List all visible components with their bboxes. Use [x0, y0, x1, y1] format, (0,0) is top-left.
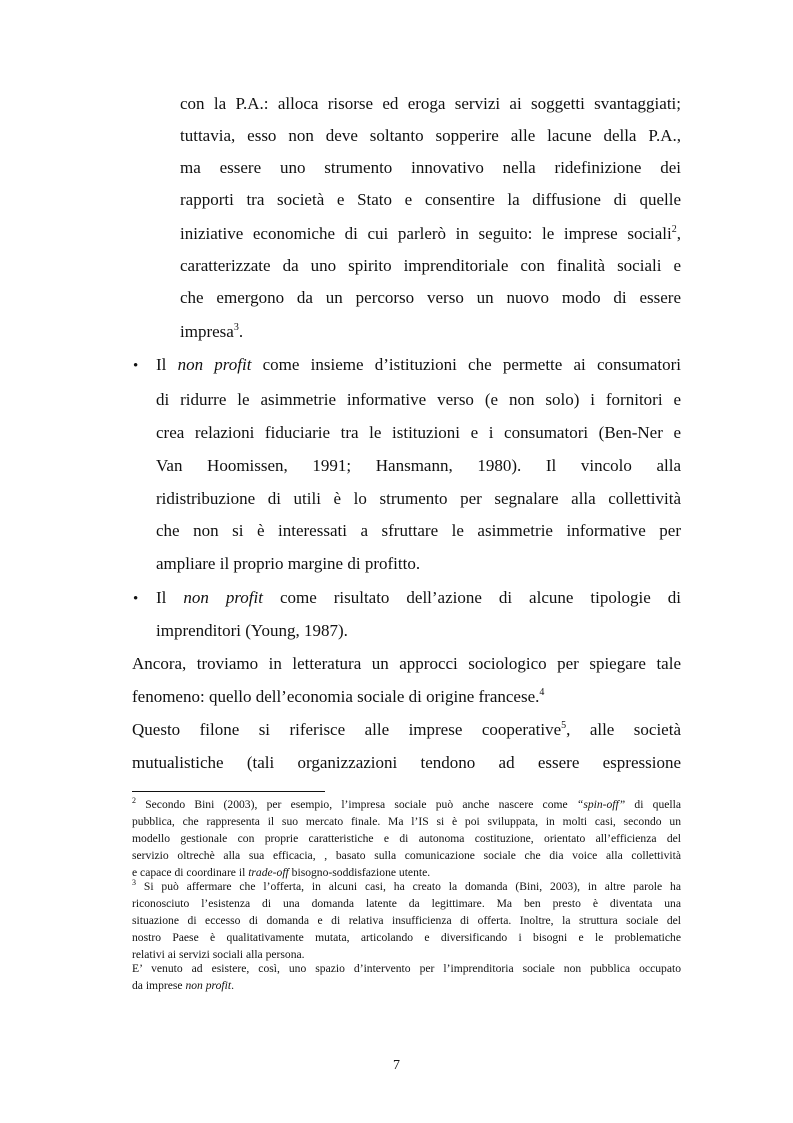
text-line: crea relazioni fiduciarie tra le istituzioni e i consumatori (Ben-Ner e — [156, 423, 681, 442]
footnote-line: $^2$ Secondo Bini (2003), per esempio, l’impresa sociale può anche nascere come “spin-off” di quella — [132, 796, 681, 811]
text-line: ampliare il proprio margine di profitto. — [156, 554, 421, 573]
bullet-icon: • — [133, 591, 139, 607]
text-line: di ridurre le asimmetrie informative verso (e non solo) i fornitori e — [156, 390, 681, 409]
footnote-line: e capace di coordinare il trade-off bisogno-soddisfazione utente. — [132, 866, 431, 879]
footnote-line: E’ venuto ad esistere, così, uno spazio d’intervento per l’imprenditoria sociale non pubblica occupato — [132, 962, 681, 975]
text-line: caratterizzate da uno spirito imprenditoriale con finalità sociali e — [180, 256, 681, 275]
footnote-line: riconosciuto l’esistenza di una domanda latente da legittimare. Ma ben presto è diventata una — [132, 897, 681, 910]
text-line: che non si è interessati a sfruttare le asimmetrie informative per — [156, 521, 681, 540]
footnote-line: relativi ai servizi sociali alla persona. — [132, 948, 305, 961]
text-line: impresa$^3$. — [180, 322, 244, 341]
footnote-line: nostro Paese è qualitativamente mutata, articolando e diversificando i bisogni e le problematiche — [132, 931, 681, 944]
text-line: Van Hoomissen, 1991; Hansmann, 1980). Il vincolo alla — [156, 456, 681, 475]
bullet-icon: • — [133, 358, 139, 374]
footnote-line: modello gestionale con proprie caratteristiche e di autonoma costituzione, orientato all’efficienza del — [132, 832, 681, 845]
footnote-ref[interactable]: 3 — [233, 322, 239, 333]
footnote-ref[interactable]: 5 — [561, 720, 567, 731]
footnote-line: $^3$ Si può affermare che l’offerta, in alcuni casi, ha creato la domanda (Bini, 2003), in altre parole ha — [132, 878, 681, 893]
text-line: ridistribuzione di utili è lo strumento per segnalare alla collettività — [156, 489, 681, 508]
footnote-ref[interactable]: 4 — [539, 687, 545, 698]
text-line: fenomeno: quello dell’economia sociale di origine francese.$^4$ — [132, 687, 545, 706]
text-line: Questo filone si riferisce alle imprese cooperative$^5$, alle società — [132, 720, 681, 739]
text-line: imprenditori (Young, 1987). — [156, 621, 348, 640]
list-item: Il non profit come risultato dell’azione di alcune tipologie di — [156, 588, 682, 607]
text-line: mutualistiche (tali organizzazioni tendono ad essere espressione — [132, 753, 681, 772]
text-line: Ancora, troviamo in letteratura un approcci sociologico per spiegare tale — [132, 654, 681, 673]
text-line: iniziative economiche di cui parlerò in seguito: le imprese sociali$^2$, — [180, 224, 681, 243]
text-line: ma essere uno strumento innovativo nella ridefinizione dei — [180, 158, 681, 177]
footnote-line: pubblica, che rappresenta il suo mercato finale. Ma l’IS si è poi sviluppata, in molti casi, secondo un — [132, 815, 681, 828]
footnote-line: da imprese non profit. — [132, 979, 234, 992]
footnote-line: servizio oltrechè alla sua efficacia, , basato sulla comunicazione sociale che dia voice alla collettività — [132, 849, 681, 862]
text-line: che emergono da un percorso verso un nuovo modo di essere — [180, 288, 681, 307]
text-line: con la P.A.: alloca risorse ed eroga servizi ai soggetti svantaggiati; — [180, 94, 681, 113]
list-item: Il non profit come insieme d’istituzioni che permette ai consumatori — [156, 355, 682, 374]
text-line: tuttavia, esso non deve soltanto sopperire alle lacune della P.A., — [180, 126, 681, 145]
footnote-line: situazione di eccesso di domanda e di relativa insufficienza di offerta. Inoltre, la struttura sociale del — [132, 914, 681, 927]
page-number: 7 — [393, 1058, 400, 1073]
text-line: rapporti tra società e Stato e consentire la diffusione di quelle — [180, 190, 681, 209]
footnote-ref[interactable]: 2 — [671, 224, 677, 235]
footnote-divider — [132, 791, 325, 792]
